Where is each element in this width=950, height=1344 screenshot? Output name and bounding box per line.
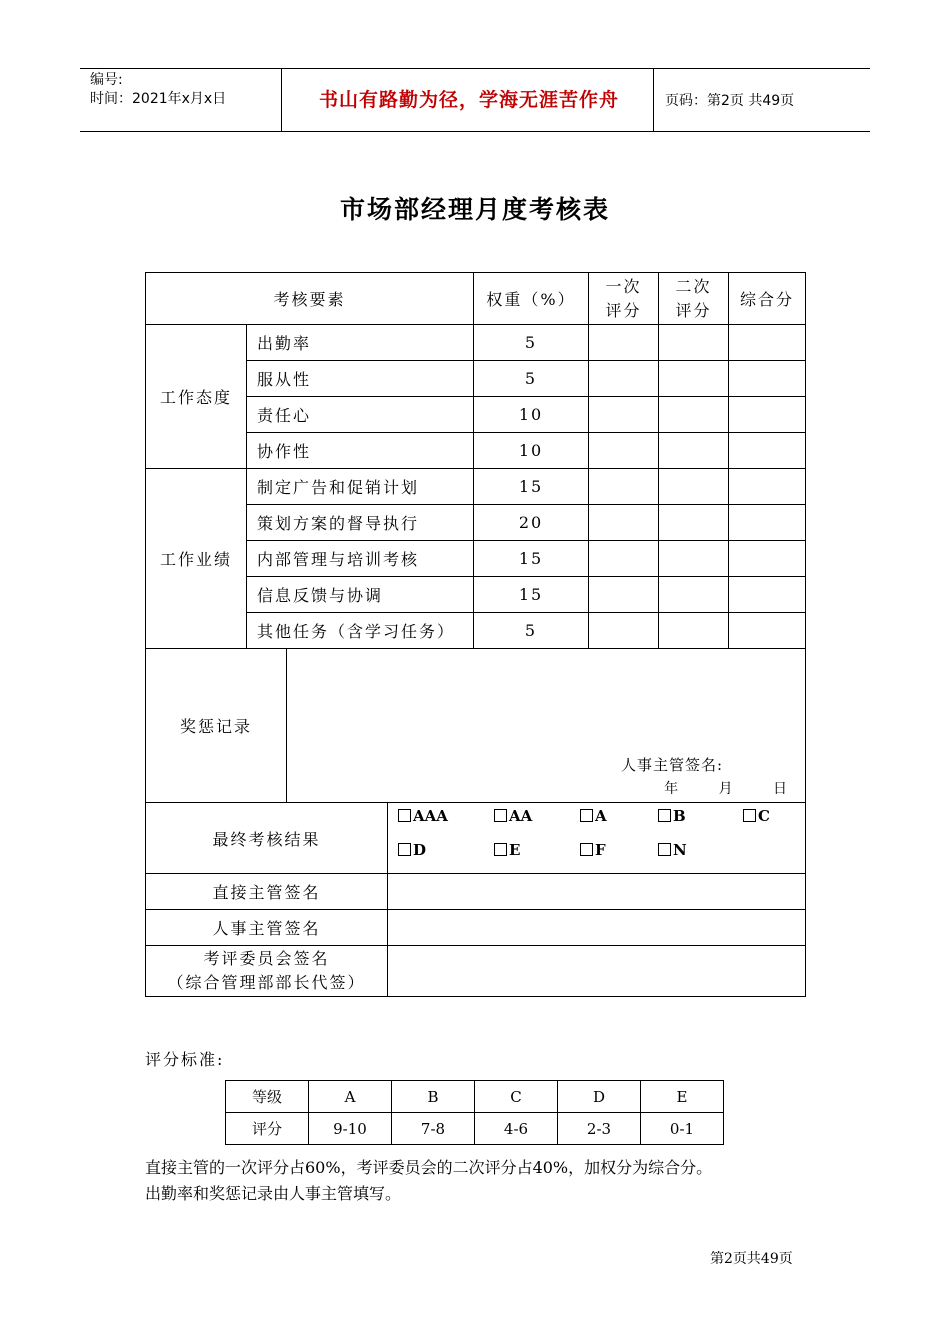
- item-label: 制定广告和促销计划: [247, 469, 474, 505]
- criteria-label: 评分标准:: [145, 1050, 225, 1069]
- second-score-cell[interactable]: [659, 505, 729, 541]
- committee-line1: 考评委员会签名: [203, 949, 330, 968]
- checkbox-icon: [494, 809, 507, 822]
- total-score-cell[interactable]: [729, 433, 806, 469]
- committee-sign-field[interactable]: [388, 946, 806, 997]
- time-label: 时间：2021年x月x日: [90, 91, 227, 107]
- header-first-line1: 一次: [605, 276, 642, 296]
- header-second-score: [659, 273, 729, 325]
- total-score-cell[interactable]: [729, 541, 806, 577]
- option-label: D: [413, 841, 427, 859]
- item-label: 服从性: [247, 361, 474, 397]
- header-total: 综合分: [729, 273, 806, 325]
- option-label: N: [673, 841, 687, 859]
- header-weight: 权重（%）: [474, 273, 589, 325]
- checkbox-icon: [658, 809, 671, 822]
- page-title: 市场部经理月度考核表: [339, 195, 610, 224]
- date-day: 日: [773, 781, 788, 797]
- option-label: AA: [509, 807, 533, 825]
- reward-record-cell[interactable]: [287, 649, 806, 803]
- total-score-cell[interactable]: [729, 469, 806, 505]
- criteria-header-cell: D: [558, 1081, 641, 1113]
- option-b[interactable]: [658, 807, 686, 825]
- item-weight: 5: [474, 361, 589, 397]
- item-weight: 15: [474, 469, 589, 505]
- total-score-cell[interactable]: [729, 361, 806, 397]
- second-score-cell[interactable]: [659, 325, 729, 361]
- first-score-cell[interactable]: [589, 541, 659, 577]
- direct-sign-field[interactable]: [388, 874, 806, 910]
- total-score-cell[interactable]: [729, 397, 806, 433]
- first-score-cell[interactable]: [589, 325, 659, 361]
- item-label: 出勤率: [247, 325, 474, 361]
- checkbox-icon: [398, 843, 411, 856]
- header-second-line1: 二次: [675, 276, 712, 296]
- option-c[interactable]: [743, 807, 770, 825]
- first-score-cell[interactable]: [589, 361, 659, 397]
- option-label: B: [673, 807, 686, 825]
- header-first-line2: 评分: [605, 300, 642, 320]
- note-line: 直接主管的一次评分占60%，考评委员会的二次评分占40%，加权分为综合分。: [145, 1158, 713, 1177]
- item-weight: 10: [474, 433, 589, 469]
- first-score-cell[interactable]: [589, 397, 659, 433]
- checkbox-icon: [658, 843, 671, 856]
- hr-sign-line: 人事主管签名:: [620, 756, 724, 774]
- committee-line2: （综合管理部部长代签）: [167, 973, 366, 992]
- item-weight: 5: [474, 613, 589, 649]
- second-score-cell[interactable]: [659, 613, 729, 649]
- committee-sign-label: [146, 946, 388, 997]
- option-a[interactable]: [580, 807, 607, 825]
- checkbox-icon: [580, 843, 593, 856]
- date-month: 月: [718, 781, 733, 797]
- option-label: F: [595, 841, 606, 859]
- header-page-info: 页码：第2页 共49页: [665, 93, 795, 109]
- criteria-cell: 评分: [226, 1113, 309, 1145]
- item-weight: 5: [474, 325, 589, 361]
- header-motto: 书山有路勤为径，学海无涯苦作舟: [318, 89, 619, 111]
- option-aa[interactable]: [494, 807, 532, 825]
- item-label: 责任心: [247, 397, 474, 433]
- option-label: AAA: [413, 807, 448, 825]
- criteria-cell: 0-1: [641, 1113, 724, 1145]
- option-label: E: [509, 841, 521, 859]
- total-score-cell[interactable]: [729, 577, 806, 613]
- second-score-cell[interactable]: [659, 361, 729, 397]
- option-label: C: [758, 807, 770, 825]
- header-second-line2: 评分: [675, 300, 712, 320]
- item-weight: 10: [474, 397, 589, 433]
- first-score-cell[interactable]: [589, 469, 659, 505]
- hr-sign-label: 人事主管签名: [146, 910, 388, 946]
- header-first-score: [589, 273, 659, 325]
- checkbox-icon: [398, 809, 411, 822]
- second-score-cell[interactable]: [659, 433, 729, 469]
- notes: [145, 1155, 712, 1207]
- item-weight: 15: [474, 541, 589, 577]
- final-result-options: [388, 803, 806, 874]
- criteria-header-cell: A: [309, 1081, 392, 1113]
- second-score-cell[interactable]: [659, 469, 729, 505]
- first-score-cell[interactable]: [589, 577, 659, 613]
- item-label: 信息反馈与协调: [247, 577, 474, 613]
- date-year: 年: [664, 781, 679, 797]
- first-score-cell[interactable]: [589, 433, 659, 469]
- header-factor: 考核要素: [146, 273, 474, 325]
- criteria-cell: 7-8: [392, 1113, 475, 1145]
- total-score-cell[interactable]: [729, 505, 806, 541]
- item-label: 其他任务（含学习任务）: [247, 613, 474, 649]
- option-n[interactable]: [658, 841, 687, 859]
- second-score-cell[interactable]: [659, 397, 729, 433]
- option-label: A: [595, 807, 607, 825]
- page-header: [80, 68, 870, 132]
- criteria-cell: 4-6: [475, 1113, 558, 1145]
- option-aaa[interactable]: [398, 807, 448, 825]
- hr-sign-field[interactable]: [388, 910, 806, 946]
- header-meta: [90, 71, 226, 109]
- criteria-header-cell: B: [392, 1081, 475, 1113]
- item-weight: 15: [474, 577, 589, 613]
- checkbox-icon: [580, 809, 593, 822]
- final-result-label: 最终考核结果: [146, 803, 388, 874]
- criteria-header-cell: 等级: [226, 1081, 309, 1113]
- page-footer: 第2页共49页: [710, 1251, 793, 1267]
- reward-label: 奖惩记录: [146, 649, 287, 803]
- number-label: 编号:: [90, 72, 123, 88]
- second-score-cell[interactable]: [659, 577, 729, 613]
- group-performance: 工作业绩: [146, 469, 247, 649]
- total-score-cell[interactable]: [729, 325, 806, 361]
- date-line: [628, 778, 787, 798]
- option-f[interactable]: [580, 841, 606, 859]
- note-line: 出勤率和奖惩记录由人事主管填写。: [145, 1184, 402, 1203]
- option-d[interactable]: [398, 841, 426, 859]
- item-label: 策划方案的督导执行: [247, 505, 474, 541]
- checkbox-icon: [494, 843, 507, 856]
- item-label: 协作性: [247, 433, 474, 469]
- second-score-cell[interactable]: [659, 541, 729, 577]
- criteria-header-cell: C: [475, 1081, 558, 1113]
- checkbox-icon: [743, 809, 756, 822]
- first-score-cell[interactable]: [589, 505, 659, 541]
- criteria-cell: 2-3: [558, 1113, 641, 1145]
- option-e[interactable]: [494, 841, 520, 859]
- first-score-cell[interactable]: [589, 613, 659, 649]
- reward-record-area: [287, 649, 805, 802]
- criteria-header-cell: E: [641, 1081, 724, 1113]
- direct-sign-label: 直接主管签名: [146, 874, 388, 910]
- criteria-table: [225, 1080, 724, 1145]
- total-score-cell[interactable]: [729, 613, 806, 649]
- criteria-cell: 9-10: [309, 1113, 392, 1145]
- evaluation-table: [145, 272, 806, 997]
- group-attitude: 工作态度: [146, 325, 247, 469]
- item-label: 内部管理与培训考核: [247, 541, 474, 577]
- item-weight: 20: [474, 505, 589, 541]
